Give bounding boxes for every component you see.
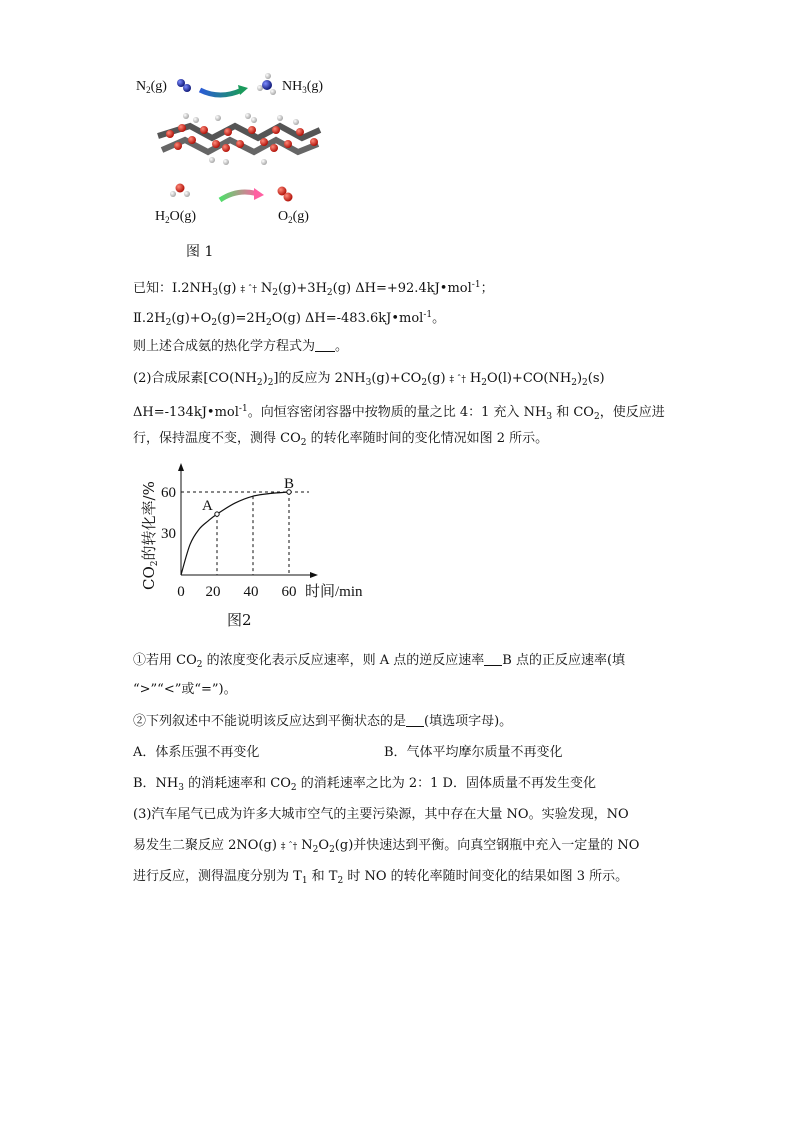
q1-line-1: ①若用 $CO_2$ 的浓度变化表示反应速率，则 A 点的逆反应速率 B 点的正反应速率(填 bbox=[133, 653, 626, 670]
q1-line-2: “>”“<”或“=”)。 bbox=[133, 682, 237, 697]
question-thermochem: 则上述合成氨的热化学方程式为 。 bbox=[133, 339, 349, 354]
figure-1 bbox=[130, 66, 360, 266]
q2-option-b: B．气体平均摩尔质量不再变化 bbox=[384, 745, 563, 760]
x-tick-60: 60 bbox=[281, 584, 297, 600]
y-axis-label: $CO_2$的转化率/% bbox=[140, 481, 160, 590]
figure-2-chart bbox=[130, 460, 390, 610]
label-nh3: $NH_3(g)$ bbox=[282, 79, 324, 95]
q2-option-a: A．体系压强不再变化 bbox=[133, 745, 260, 760]
x-tick-40: 40 bbox=[243, 584, 259, 600]
point-label-a: A bbox=[202, 498, 213, 514]
o2-molecule-icon bbox=[278, 187, 293, 202]
reaction-arrow-bottom-icon bbox=[220, 192, 258, 200]
figure-1-caption: 图 1 bbox=[186, 244, 214, 260]
catalyst-crystal-icon bbox=[158, 113, 320, 165]
part2-line-1: (2)合成尿素$[CO(NH_2)_2]$的反应为 $2NH_3(g)+CO_2(g)$ ‡ ˆ† $H_2O(l)+CO(NH_2)_2(s)$ bbox=[133, 371, 605, 388]
part3-line-1: (3)汽车尾气已成为许多大城市空气的主要污染源，其中存在大量 NO。实验发现，NO bbox=[133, 807, 629, 822]
label-n2: $N_2(g)$ bbox=[136, 79, 167, 95]
n2-molecule-icon bbox=[177, 79, 191, 92]
conversion-curve bbox=[181, 492, 289, 575]
figure-2-caption: 图2 bbox=[227, 611, 252, 629]
reaction-arrow-top-icon bbox=[200, 90, 242, 95]
x-axis-label: 时间/min bbox=[305, 584, 363, 600]
point-a bbox=[215, 512, 219, 516]
known-line-1: 已知：$I.2NH_3(g)$ ‡ ˆ† $N_2(g)+3H_2(g)$ ΔH=+92.4kJ•mol$^{-1}$； bbox=[133, 280, 494, 298]
part3-line-3: 进行反应，测得温度分别为 $T_1$ 和 $T_2$ 时 NO 的转化率随时间变化的结果如图 3 所示。 bbox=[133, 869, 629, 886]
nh3-molecule-icon bbox=[257, 73, 276, 95]
x-axis-arrow-icon bbox=[310, 572, 318, 578]
x-tick-20: 20 bbox=[205, 584, 221, 600]
part3-line-2: 易发生二聚反应 2NO(g) ‡ ˆ† $N_2O_2(g)$并快速达到平衡。向真空钢瓶中充入一定量的 NO bbox=[133, 838, 640, 855]
q2-option-c-d: B．$NH_3$ 的消耗速率和 $CO_2$ 的消耗速率之比为 2：1 D．固体质量不再发生变化 bbox=[133, 776, 596, 793]
x-tick-0: 0 bbox=[177, 584, 185, 600]
label-o2: $O_2(g)$ bbox=[278, 209, 309, 225]
part2-line-3: 行，保持温度不变，测得 $CO_2$ 的转化率随时间的变化情况如图 2 所示。 bbox=[133, 431, 549, 448]
part2-line-2: ΔH=-134kJ•mol$^{-1}$。向恒容密闭容器中按物质的量之比 4：1 充入 $NH_3$ 和 $CO_2$，使反应进 bbox=[133, 404, 665, 422]
y-tick-60: 60 bbox=[161, 485, 176, 501]
y-axis-arrow-icon bbox=[178, 463, 184, 471]
y-tick-30: 30 bbox=[161, 526, 176, 542]
known-line-2: $Ⅱ.2H_2(g)+O_2(g)=2H_2O(g)$ ΔH=-483.6kJ•mol$^{-1}$。 bbox=[133, 310, 446, 328]
q2-stem: ②下列叙述中不能说明该反应达到平衡状态的是 (填选项字母)。 bbox=[133, 714, 513, 729]
h2o-molecule-icon bbox=[170, 184, 190, 198]
point-label-b: B bbox=[284, 476, 295, 492]
label-h2o: $H_2O(g)$ bbox=[155, 209, 197, 225]
